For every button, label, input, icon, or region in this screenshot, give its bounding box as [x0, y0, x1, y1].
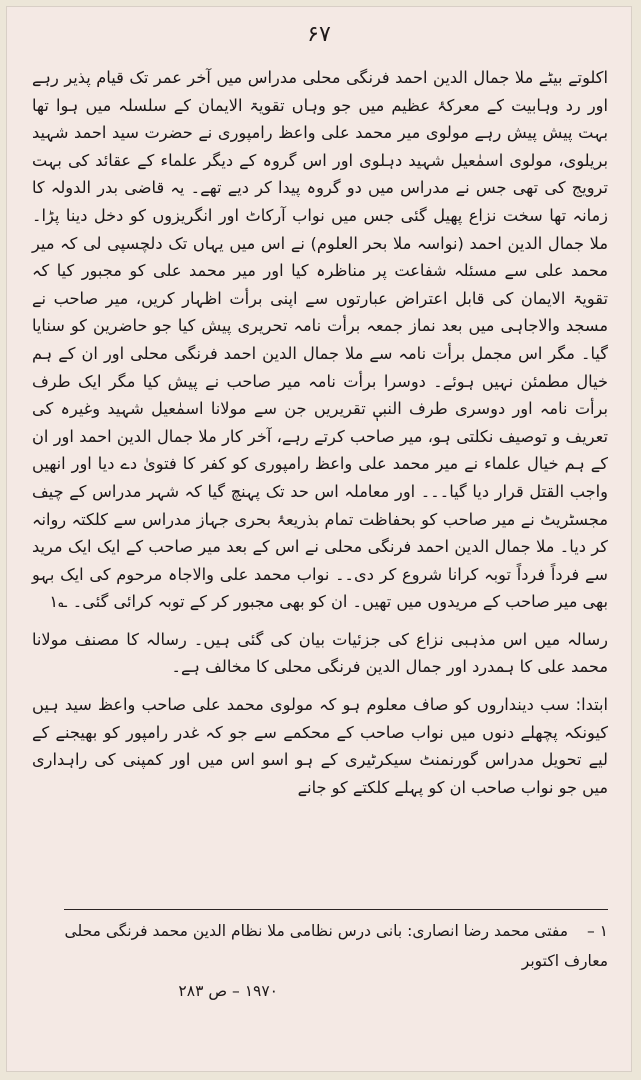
- paragraph-3: ابتدا: سب دینداروں کو صاف معلوم ہو کہ مولوی محمد علی صاحب واعظ سید ہیں کیونکہ پچھلے دنوں میں نواب صاحب کے محکمے سے جو کہ غدر رامپور کو بھیجنے کے لیے تحویل مدراس گورنمنٹ سیکرٹیری کے ہو اسو اس میں اور کمپنی کی راہداری میں جو نواب صاحب ان کو پہلے کلکتے کو جانے: [32, 695, 608, 797]
- footnote-number: ۱ –: [586, 922, 608, 940]
- paragraph-1: اکلوتے بیٹے ملا جمال الدین احمد فرنگی محلی مدراس میں آخر عمر تک قیام پذیر رہے اور رد وہابیت کے معرکۂ عظیم میں جو وہاں تقویۃ الایمان کے سلسلہ میں ہوا تھا بہت پیش پیش رہے مولوی میر محمد علی واعظ رامپوری نے حضرت سید احمد شہید بریلوی، مولوی اسمٰعیل شہید دہلوی اور اس گروہ کے دیگر علماء کے عقائد کی بہت ترویج کی تھی جس نے مدراس میں دو گروہ پیدا کر دیے تھے۔ یہ قاضی بدر الدولہ کا زمانہ تھا سخت نزاع پھیل گئی جس میں نواب آرکاٹ اور انگریزوں کو دخل دینا پڑا۔ ملا جمال الدین احمد (نواسہ ملا بحر العلوم) نے اس میں یہاں تک دلچسپی لی کہ میر محمد علی سے مسئلہ شفاعت پر مناظرہ کیا اور میر محمد علی کو مجبور کیا کہ تقویۃ الایمان کی قابل اعتراض عبارتوں سے اپنی برأت اظہار کریں، میر صاحب نے مسجد والاجاہی میں بعد نماز جمعہ برأت نامہ تحریری پیش کیا جو حاضرین کو سنایا گیا۔ مگر اس مجمل برأت نامہ سے ملا جمال الدین احمد فرنگی محلی اور ان کے ہم خیال مطمئن نہیں ہوئے۔ دوسرا برأت نامہ میر صاحب نے پیش کیا مگر ایک طرف برأت نامہ اور دوسری طرف النبیٖ تقریریں جن سے مولانا اسمٰعیل شہید وغیرہ کی تعریف و توصیف نکلتی ہو، میر صاحب کرتے رہے، آخر کار ملا جمال الدین احمد اور ان کے ہم خیال علماء نے میر محمد علی واعظ رامپوری کو کفر کا فتویٰ دے دیا اور انھیں واجب القتل قرار دیا گیا۔۔۔ اور معاملہ اس حد تک پہنچ گیا کہ شہر مدراس کے چیف مجسٹریٹ نے میر صاحب کو بحفاظت تمام بذریعۂ بحری جہاز مدراس سے کلکتہ روانہ کر دیا۔ ملا جمال الدین احمد فرنگی محلی نے اس کے بعد میر صاحب کے ایک ایک مرید سے فرداً فرداً توبہ کرانا شروع کر دی۔۔ نواب محمد علی والاجاہ مرحوم کی ایک بہو بھی میر صاحب کے مریدوں میں تھیں۔ ان کو بھی مجبور کر کے توبہ کرائی گئی۔ ؎۱: [32, 68, 608, 612]
- page-number: ۶۷: [307, 22, 331, 47]
- footnote-divider: [64, 909, 608, 910]
- footnote-text: مفتی محمد رضا انصاری: بانی درس نظامی ملا نظام الدین محمد فرنگی محلی معارف اکتوبر: [64, 922, 608, 970]
- footnote-line-1: [32, 916, 608, 976]
- footnote-line-2: ۱۹۷۰ – ص ۲۸۳: [178, 982, 278, 1000]
- footnote: [32, 916, 608, 1006]
- paragraph-2: رسالہ میں اس مذہبی نزاع کی جزئیات بیان کی گئی ہیں۔ رسالہ کا مصنف مولانا محمد علی کا ہمدرد اور جمال الدین فرنگی محلی کا مخالف ہے۔: [32, 629, 608, 677]
- book-page: [6, 6, 632, 1072]
- body-text: [32, 64, 608, 801]
